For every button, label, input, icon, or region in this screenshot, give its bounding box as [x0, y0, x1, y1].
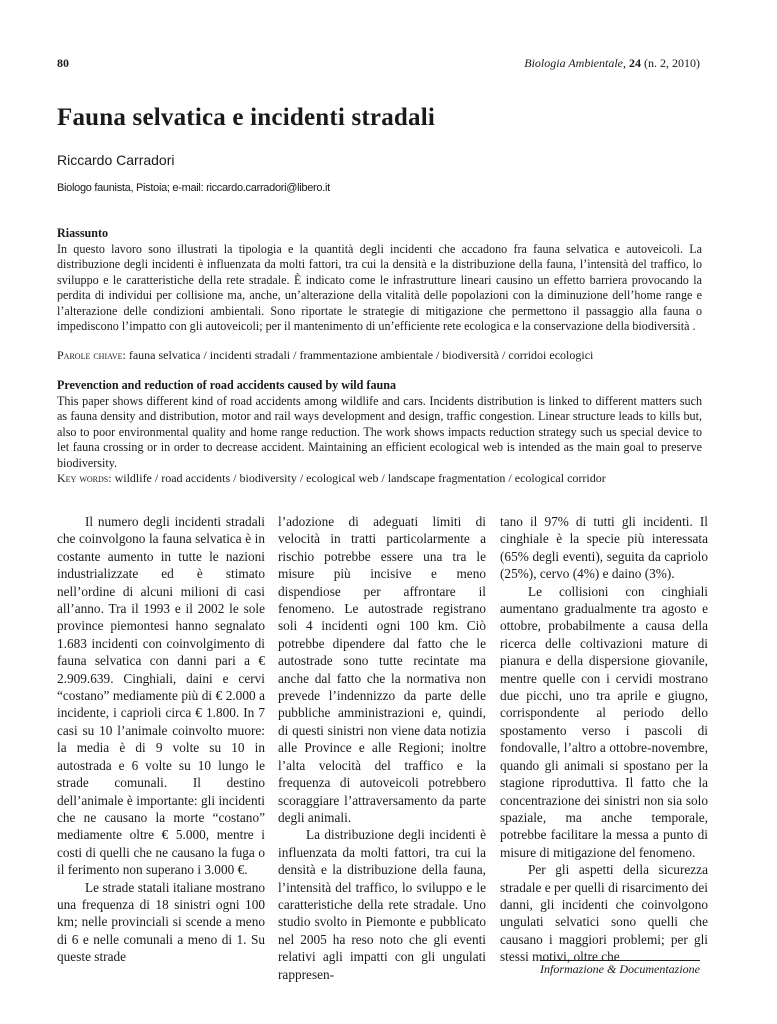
section-footer: Informazione & Documentazione — [540, 962, 700, 976]
english-abstract-section — [57, 378, 702, 471]
key-words-label: Key words: — [57, 471, 112, 485]
body-paragraph: Le strade statali italiane mostrano una frequenza di 18 sinistri ogni 100 km; nelle provinciali si scende a meno di 6 e nelle comunali a meno di 1. Su queste strade — [57, 879, 265, 965]
body-column-1 — [57, 513, 265, 966]
body-paragraph: La distribuzione degli incidenti è influenzata da molti fattori, tra cui la densità e la distribuzione della fauna, l’intensità del traffico, lo sviluppo e le caratteristiche della rete stradale. Uno studio svolto in Piemonte e pubblicato nel 2005 ha reso noto che gli eventi relativi agli impatti con gli ungulati rappresen- — [278, 827, 486, 982]
body-column-3 — [500, 513, 708, 966]
author-name: Riccardo Carradori — [57, 152, 175, 168]
key-words — [57, 471, 702, 486]
riassunto-heading: Riassunto — [57, 226, 109, 240]
english-abstract-heading: Prevenction and reduction of road accidents caused by wild fauna — [57, 378, 396, 392]
page-number: 80 — [57, 56, 69, 70]
body-paragraph: tano il 97% di tutti gli incidenti. Il cinghiale è la specie più interessata (65% degli eventi), seguita da capriolo (25%), cervo (4%) e daino (3%). — [500, 514, 708, 582]
riassunto-text: In questo lavoro sono illustrati la tipologia e la quantità degli incidenti che accadono fra fauna selvatica e autoveicoli. La distribuzione degli incidenti è influenzata da molti fattori, tra cui la densità e la distribuzione della fauna, l’intensità del traffico, lo sviluppo e le caratteristiche della rete stradale. È indicato come le infrastrutture lineari causino un effetto barriera provocando la perdita di individui per collisione ma, anche, un’alterazione della vitalità delle popolazioni con la diminuzione dell’home range e l’alterazione delle condizioni ambientali. Sono riportate le strategie di mitigazione che permettono il passaggio alla fauna o impediscono l’impatto con gli autoveicoli; per il mantenimento di un’efficiente rete ecologica e la conservazione della biodiversità . — [57, 241, 702, 333]
key-words-text: wildlife / road accidents / biodiversity / ecological web / landscape fragmentation / ecological corridor — [114, 471, 606, 485]
parole-chiave — [57, 348, 702, 363]
riassunto-section — [57, 226, 702, 335]
journal-name: Biologia Ambientale — [524, 56, 623, 70]
body-paragraph: Le collisioni con cinghiali aumentano gradualmente tra agosto e ottobre, probabilmente a causa della ricerca delle coltivazioni mature di pianura e della dispersione giovanile, mentre quelle con i cervidi mostrano due picchi, uno tra aprile e giugno, corrispondente al periodo dello spostamento verso i pascoli di fondovalle, l’altro a ottobre-novembre, quando gli animali si spostano per la stagione riproduttiva. Il fatto che la concentrazione dei sinistri non sia solo spaziale, ma anche temporale, potrebbe facilitare la messa a punto di misure di mitigazione del fenomeno. — [500, 583, 708, 860]
author-affiliation: Biologo faunista, Pistoia; e-mail: riccardo.carradori@libero.it — [57, 182, 330, 194]
body-paragraph: Il numero degli incidenti stradali che coinvolgono la fauna selvatica è in costante aumento in tutte le nazioni industrializzate ed è stimato nell’ordine di alcuni milioni di casi all’anno. Tra il 1993 e il 2002 le sole province piemontesi hanno segnalato 1.683 incidenti con coinvolgimento di fauna selvatica con danni pari a € 2.909.639. Cinghiali, daini e cervi “costano” mediamente più di € 2.000 a incidente, i caprioli circa € 1.800. In 7 casi su 10 l’animale coinvolto muore: la media è di 9 volte su 10 in autostrada e 6 volte su 10 lungo le strade comunali. Il destino dell’animale è importante: gli incidenti che ne causano la morte “costano” mediamente oltre € 5.000, mentre i costi di quelli che ne causano la fuga o il ferimento non superano i 3.000 €. — [57, 514, 265, 878]
body-column-2 — [278, 513, 486, 983]
journal-issue: (n. 2, 2010) — [644, 56, 700, 70]
journal-volume: 24 — [629, 56, 641, 70]
body-paragraph: l’adozione di adeguati limiti di velocità in tratti particolarmente a rischio potrebbe essere una tra le misure più incisive e meno dispendiose per affrontare il fenomeno. Le autostrade registrano soli 4 incidenti ogni 100 km. Ciò potrebbe dipendere dal fatto che le autostrade sono tutte recintate ma anche dal fatto che la normativa non prevede l’indennizzo da parte delle pubbliche amministrazioni e, quindi, di questi sinistri non viene data notizia alle Province e alle Regioni; inoltre l’alta velocità del traffico e la frequenza di autoveicoli potrebbero scoraggiare l’attraversamento da parte degli animali. — [278, 514, 486, 825]
parole-chiave-label: Parole chiave: — [57, 348, 126, 362]
article-title: Fauna selvatica e incidenti stradali — [57, 104, 436, 131]
parole-chiave-text: fauna selvatica / incidenti stradali / frammentazione ambientale / biodiversità / corridoi ecologici — [128, 348, 594, 362]
english-abstract-text: This paper shows different kind of road accidents among wildlife and cars. Incidents distribution is linked to different matters such as fauna density and distribution, motor and rail ways development and design, traffic congestion. Linear structure leads to kills but, also to poor environmental quality and home range reduction. The work shows impacts reduction strategy such us special device to let fauna crossing or in order to decrease accident. Maintaining an efficient ecological web is intended as the main goal to preserve biodiversity. — [57, 393, 702, 470]
journal-reference: Biologia Ambientale, 24 (n. 2, 2010) — [524, 56, 700, 70]
body-paragraph: Per gli aspetti della sicurezza stradale e per quelli di risarcimento dei danni, gli incidenti che coinvolgono ungulati selvatici sono quelli che causano i maggiori problemi; per gli stessi motivi, oltre che — [500, 862, 708, 965]
